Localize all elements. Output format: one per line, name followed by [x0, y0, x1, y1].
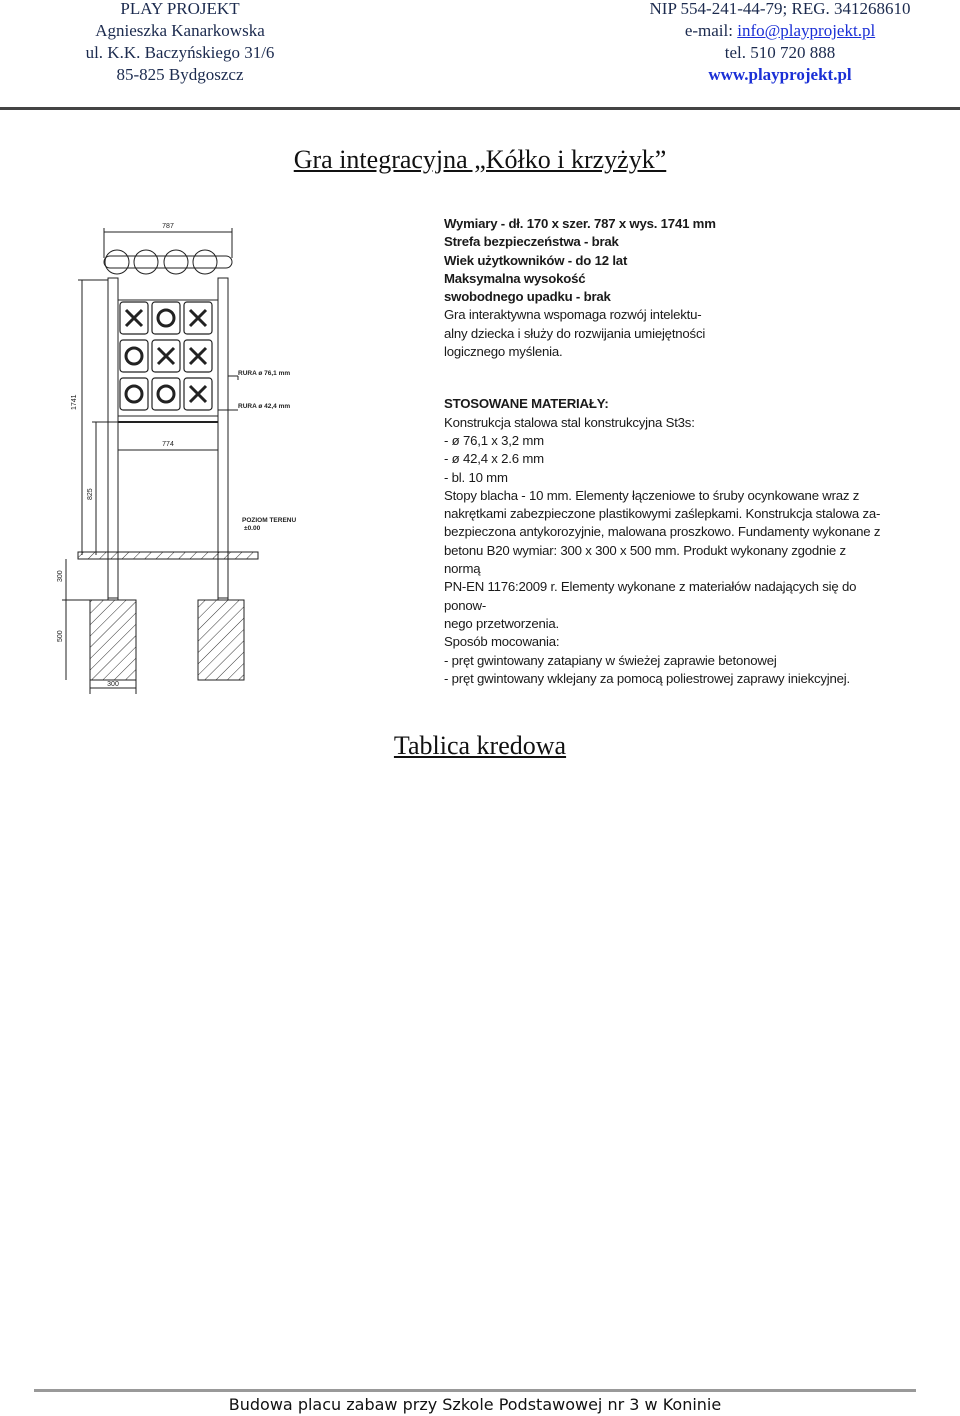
- materials-line-6: nakrętkami zabezpieczone plastikowymi zaślepkami. Konstrukcja stalowa za-: [444, 506, 881, 522]
- materials-line-8: betonu B20 wymiar: 300 x 300 x 500 mm. Produkt wykonany zgodnie z normą: [444, 542, 846, 577]
- ground-level-label: POZIOM TERENU: [242, 517, 297, 524]
- page-title: Gra integracyjna „Kółko i krzyżyk”: [293, 145, 667, 174]
- company-phone: tel. 510 720 888: [724, 43, 836, 62]
- dim-width-label: 787: [162, 223, 174, 230]
- company-street: ul. K.K. Baczyńskiego 31/6: [85, 43, 275, 62]
- spec-description-1: Gra interaktywna wspomaga rozwój intelektu-: [444, 307, 702, 323]
- materials-line-2: - ø 76,1 x 3,2 mm: [444, 432, 544, 448]
- company-address-block: [60, 0, 300, 86]
- spec-dimensions: Wymiary - dł. 170 x szer. 787 x wys. 1741 mm: [444, 216, 716, 231]
- materials-line-7: bezpieczona antykorozyjnie, malowana proszkowo. Fundamenty wykonane z: [444, 524, 881, 540]
- mounting-heading: Sposób mocowania:: [444, 634, 560, 650]
- website-link[interactable]: www.playprojekt.pl: [708, 65, 852, 84]
- materials-line-4: - bl. 10 mm: [444, 469, 508, 485]
- dim-300-vertical-label: 300: [57, 570, 64, 582]
- header-divider: [0, 107, 960, 110]
- materials-line-1: Konstrukcja stalowa stal konstrukcyjna St3s:: [444, 414, 695, 430]
- materials-line-5: Stopy blacha - 10 mm. Elementy łączeniowe to śruby ocynkowane wraz z: [444, 487, 860, 503]
- product-technical-drawing: [52, 210, 297, 700]
- email-line: [610, 20, 950, 42]
- spec-description-2: alny dziecka i służy do rozwijania umiejętności: [444, 325, 706, 341]
- spec-user-age: Wiek użytkowników - do 12 lat: [444, 252, 628, 268]
- ground-level-value: ±0.00: [244, 525, 261, 532]
- company-name: PLAY PROJEKT: [120, 0, 240, 18]
- pipe-76-label: RURA ø 76,1 mm: [238, 370, 291, 377]
- spec-free-fall: swobodnego upadku - brak: [444, 289, 611, 305]
- dim-inner-label: 774: [162, 441, 174, 448]
- spec-description-3: logicznego myślenia.: [444, 344, 563, 360]
- mounting-option-2: - pręt gwintowany wklejany za pomocą poliestrowej zaprawy iniekcyjnej.: [444, 670, 850, 686]
- materials-line-10: nego przetworzenia.: [444, 615, 559, 631]
- company-city: 85-825 Bydgoszcz: [116, 65, 244, 84]
- materials-line-3: - ø 42,4 x 2.6 mm: [444, 451, 544, 467]
- spec-max-height: Maksymalna wysokość: [444, 270, 586, 286]
- dim-300-horizontal-label: 300: [107, 681, 119, 688]
- page-footer: Budowa placu zabaw przy Szkole Podstawowej nr 3 w Koninie: [228, 1395, 722, 1414]
- email-label: e-mail:: [684, 21, 738, 40]
- company-contact-block: [610, 0, 950, 86]
- dim-500-label: 500: [57, 630, 64, 642]
- email-link[interactable]: info@playprojekt.pl: [737, 21, 876, 40]
- dim-825-label: 825: [87, 488, 94, 500]
- materials-heading: STOSOWANE MATERIAŁY:: [444, 396, 609, 412]
- company-nip: NIP 554-241-44-79; REG. 341268610: [649, 0, 911, 18]
- company-owner: Agnieszka Kanarkowska: [95, 21, 265, 40]
- materials-line-9: PN-EN 1176:2009 r. Elementy wykonane z materiałów nadających się do ponow-: [444, 579, 857, 613]
- spec-safety-zone: Strefa bezpieczeństwa - brak: [444, 234, 619, 250]
- product-specifications: [444, 215, 884, 688]
- footer-divider: [34, 1389, 916, 1392]
- mounting-option-1: - pręt gwintowany zatapiany w świeżej zaprawie betonowej: [444, 652, 777, 668]
- pipe-42-label: RURA ø 42,4 mm: [238, 403, 291, 410]
- dim-height-label: 1741: [71, 394, 78, 410]
- spacer: [444, 361, 884, 395]
- section-title: Tablica kredowa: [393, 731, 567, 760]
